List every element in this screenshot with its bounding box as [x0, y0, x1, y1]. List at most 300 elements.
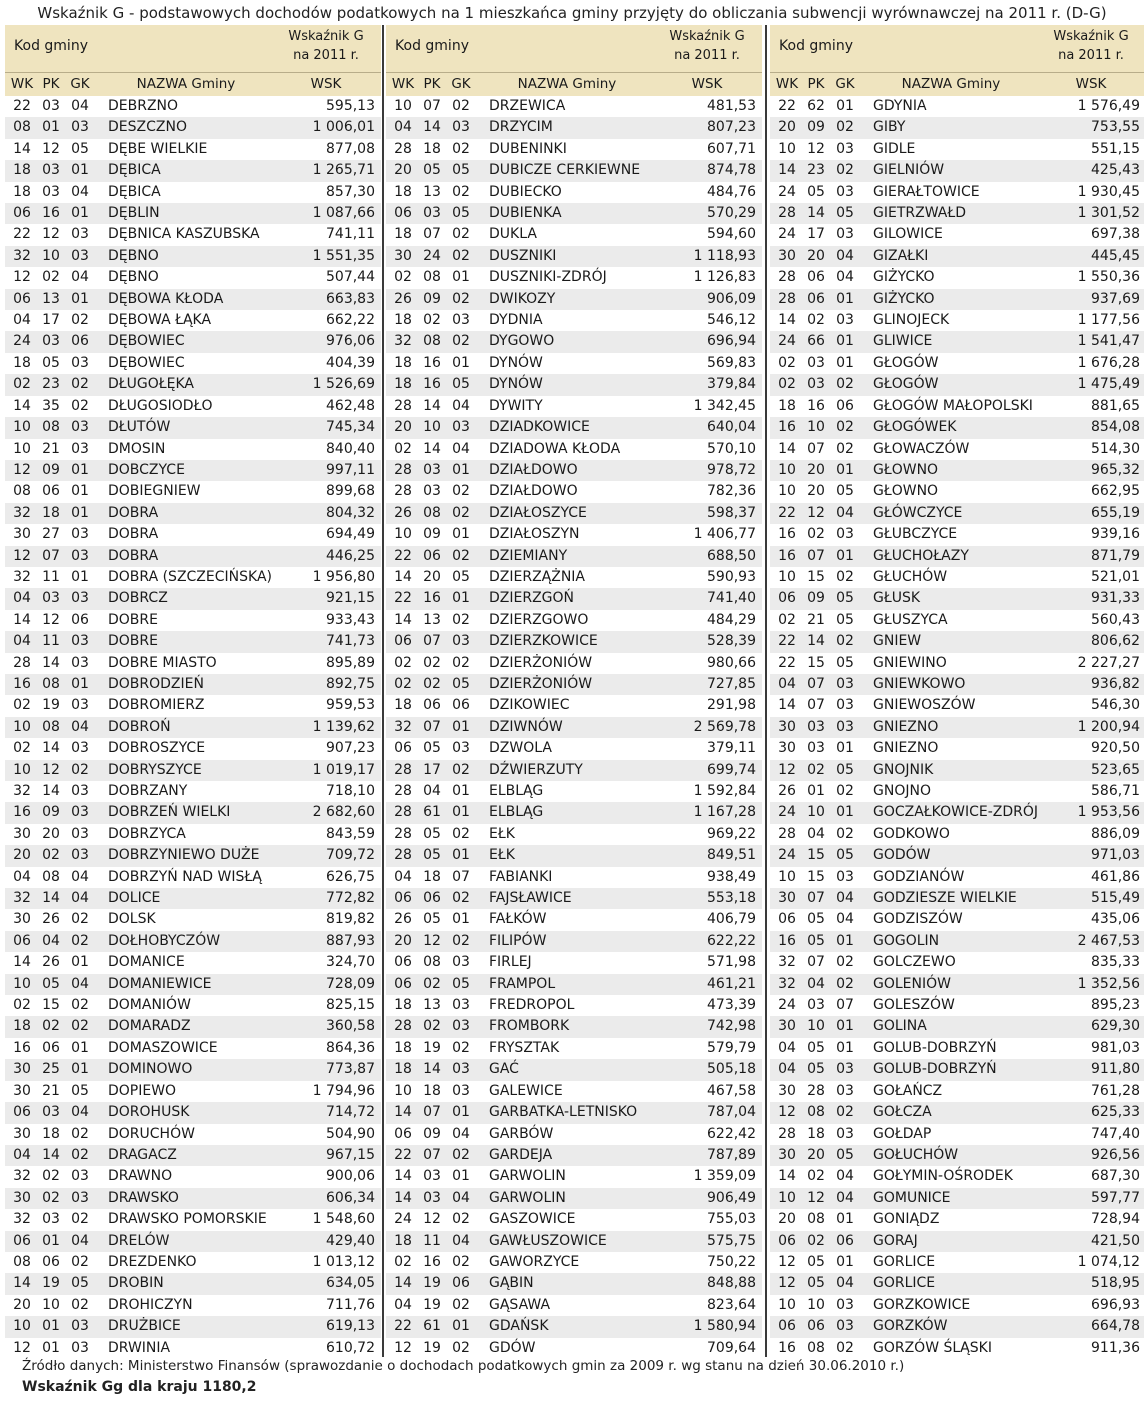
table-row: [770, 738, 1144, 759]
cell-wk: 06: [13, 1104, 31, 1121]
cell-wsk: 892,75: [326, 675, 375, 692]
table-row: [770, 96, 1144, 117]
table-row: [5, 631, 381, 652]
cell-wk: 18: [394, 697, 412, 714]
header-kod-gminy: Kod gminy: [14, 38, 88, 54]
table-row: [770, 974, 1144, 995]
table-row: [770, 1188, 1144, 1209]
table-row: [5, 524, 381, 545]
cell-gk: 04: [452, 1125, 470, 1142]
cell-wk: 14: [13, 1275, 31, 1292]
cell-wk: 24: [778, 847, 796, 864]
cell-pk: 05: [423, 911, 441, 928]
header-wsk: WSK: [691, 76, 723, 92]
table-row: [386, 717, 762, 738]
cell-wk: 16: [13, 675, 31, 692]
header-name: NAZWA Gminy: [901, 76, 1001, 92]
table-row: [5, 888, 381, 909]
table-row: [386, 524, 762, 545]
cell-pk: 12: [42, 226, 60, 243]
cell-wsk: 551,15: [1091, 140, 1140, 157]
cell-wsk: 761,28: [1091, 1082, 1140, 1099]
cell-gk: 05: [836, 611, 854, 628]
cell-name: DZIERZKOWICE: [489, 633, 598, 650]
cell-gk: 02: [452, 98, 470, 114]
cell-gk: 02: [452, 654, 470, 671]
cell-gk: 01: [836, 1253, 854, 1270]
cell-name: DOBRZYCA: [108, 825, 186, 842]
cell-gk: 07: [836, 997, 854, 1014]
cell-wsk: 741,11: [326, 226, 375, 243]
table-row: [770, 481, 1144, 502]
table-row: [386, 331, 762, 352]
cell-wk: 32: [13, 1211, 31, 1228]
cell-name: DREZDENKO: [108, 1253, 197, 1270]
table-row: [770, 139, 1144, 160]
cell-wk: 28: [394, 461, 412, 478]
cell-gk: 05: [836, 1146, 854, 1163]
cell-name: DĘBNO: [108, 269, 159, 286]
cell-gk: 01: [836, 354, 854, 371]
cell-pk: 12: [423, 932, 441, 949]
cell-name: FROMBORK: [489, 1018, 570, 1035]
cell-wsk: 1 167,28: [693, 804, 756, 821]
cell-pk: 14: [423, 397, 441, 414]
cell-pk: 18: [423, 868, 441, 885]
cell-name: GODÓW: [873, 847, 931, 864]
cell-pk: 27: [42, 526, 60, 543]
cell-name: GIELNIÓW: [873, 162, 945, 179]
cell-pk: 18: [423, 1082, 441, 1099]
header-gk: GK: [835, 76, 855, 92]
cell-gk: 02: [836, 783, 854, 799]
cell-wk: 02: [394, 440, 412, 457]
cell-wk: 26: [394, 911, 412, 928]
table-row: [770, 952, 1144, 973]
cell-pk: 10: [807, 1018, 825, 1035]
cell-gk: 05: [836, 654, 854, 671]
cell-pk: 07: [423, 1104, 441, 1121]
cell-gk: 03: [836, 718, 854, 735]
cell-name: DOBRZANY: [108, 783, 188, 799]
cell-pk: 07: [423, 98, 441, 114]
cell-name: GDAŃSK: [489, 1318, 549, 1335]
cell-wk: 20: [394, 932, 412, 949]
table-row: [770, 1102, 1144, 1123]
cell-gk: 01: [836, 290, 854, 307]
cell-pk: 15: [807, 654, 825, 671]
cell-wsk: 1 956,80: [312, 568, 375, 585]
cell-gk: 04: [71, 718, 89, 735]
cell-name: GNIEW: [873, 633, 922, 650]
cell-gk: 05: [836, 483, 854, 500]
cell-pk: 04: [42, 932, 60, 949]
cell-wk: 18: [394, 1039, 412, 1056]
table-row: [5, 653, 381, 674]
cell-wsk: 741,40: [707, 590, 756, 607]
cell-gk: 02: [836, 954, 854, 971]
cell-pk: 07: [807, 697, 825, 714]
table-row: [770, 1124, 1144, 1145]
cell-name: DĘBE WIELKIE: [108, 140, 208, 157]
cell-name: DOBRA: [108, 547, 159, 564]
cell-name: DMOSIN: [108, 440, 166, 457]
cell-name: DRAGACZ: [108, 1146, 177, 1163]
cell-wsk: 911,36: [1091, 1339, 1140, 1356]
cell-wk: 28: [394, 825, 412, 842]
cell-name: DZIEMIANY: [489, 547, 568, 564]
cell-name: GOLESZÓW: [873, 997, 955, 1014]
cell-wk: 28: [778, 269, 796, 286]
cell-gk: 01: [452, 590, 470, 607]
cell-gk: 02: [452, 825, 470, 842]
header-name: NAZWA Gminy: [136, 76, 236, 92]
table-row: [386, 1231, 762, 1252]
cell-name: GĄBIN: [489, 1275, 534, 1292]
cell-name: DOPIEWO: [108, 1082, 177, 1099]
cell-name: GIERAŁTOWICE: [873, 183, 980, 200]
cell-wk: 06: [394, 633, 412, 650]
cell-gk: 04: [836, 269, 854, 286]
cell-gk: 02: [452, 1146, 470, 1163]
cell-gk: 04: [836, 247, 854, 264]
cell-name: DOBRCZ: [108, 590, 168, 607]
cell-wsk: 640,04: [707, 419, 756, 436]
cell-wsk: 969,22: [707, 825, 756, 842]
cell-pk: 07: [423, 1146, 441, 1163]
cell-pk: 14: [807, 633, 825, 650]
cell-wsk: 877,08: [326, 140, 375, 157]
table-row: [386, 588, 762, 609]
table-row: [386, 888, 762, 909]
table-row: [770, 1081, 1144, 1102]
cell-wk: 14: [778, 697, 796, 714]
cell-wsk: 1 177,56: [1077, 312, 1140, 329]
cell-wk: 24: [13, 333, 31, 350]
cell-pk: 01: [807, 783, 825, 799]
cell-wsk: 1 576,49: [1077, 98, 1140, 114]
cell-wk: 22: [394, 547, 412, 564]
cell-wk: 20: [394, 419, 412, 436]
cell-wk: 28: [394, 397, 412, 414]
table-row: [386, 546, 762, 567]
cell-name: DUKLA: [489, 226, 537, 243]
cell-gk: 03: [452, 954, 470, 971]
cell-wsk: 687,30: [1091, 1168, 1140, 1185]
header-pk: PK: [807, 76, 825, 92]
cell-name: DOBRA (SZCZECIŃSKA): [108, 568, 272, 585]
table-row: [386, 1102, 762, 1123]
cell-wsk: 900,06: [326, 1168, 375, 1185]
table-row: [5, 588, 381, 609]
cell-name: DUBENINKI: [489, 140, 567, 157]
table-row: [5, 695, 381, 716]
cell-name: DŁUTÓW: [108, 419, 171, 436]
cell-wk: 18: [394, 226, 412, 243]
cell-wk: 22: [778, 654, 796, 671]
cell-gk: 01: [452, 847, 470, 864]
table-row: [5, 845, 381, 866]
cell-pk: 07: [423, 718, 441, 735]
cell-wk: 06: [13, 205, 31, 222]
table-row: [386, 824, 762, 845]
cell-wsk: 840,40: [326, 440, 375, 457]
cell-wk: 18: [394, 1232, 412, 1249]
cell-wk: 24: [778, 226, 796, 243]
cell-wk: 08: [13, 1253, 31, 1270]
cell-wk: 30: [13, 1082, 31, 1099]
cell-wk: 06: [13, 932, 31, 949]
cell-wk: 32: [13, 1168, 31, 1185]
table-row: [770, 1059, 1144, 1080]
cell-gk: 05: [452, 568, 470, 585]
cell-pk: 08: [42, 718, 60, 735]
cell-wsk: 570,29: [707, 205, 756, 222]
cell-name: DRZEWICA: [489, 98, 566, 114]
cell-gk: 04: [452, 1189, 470, 1206]
cell-pk: 02: [807, 1232, 825, 1249]
table-row: [386, 738, 762, 759]
cell-wk: 16: [778, 932, 796, 949]
table-row: [5, 439, 381, 460]
cell-pk: 03: [807, 997, 825, 1014]
table-body: [770, 96, 1144, 1359]
cell-wsk: 553,18: [707, 890, 756, 907]
cell-name: GORLICE: [873, 1275, 936, 1292]
cell-wsk: 697,38: [1091, 226, 1140, 243]
cell-wsk: 634,05: [326, 1275, 375, 1292]
table-row: [386, 567, 762, 588]
cell-pk: 12: [807, 140, 825, 157]
cell-name: DĘBOWA KŁODA: [108, 290, 224, 307]
cell-gk: 02: [452, 547, 470, 564]
cell-name: GOGOLIN: [873, 932, 940, 949]
cell-pk: 05: [807, 932, 825, 949]
cell-wsk: 926,56: [1091, 1146, 1140, 1163]
cell-wsk: 515,49: [1091, 890, 1140, 907]
table-header: [770, 25, 1144, 96]
cell-wk: 32: [778, 975, 796, 992]
cell-name: GLIWICE: [873, 333, 933, 350]
table-body: [5, 96, 381, 1359]
cell-gk: 01: [452, 354, 470, 371]
cell-wk: 28: [778, 290, 796, 307]
cell-wk: 20: [13, 1296, 31, 1313]
header-wskaznik-line2: na 2011 r.: [293, 48, 359, 63]
cell-gk: 03: [71, 119, 89, 136]
cell-name: GIŻYCKO: [873, 269, 935, 286]
cell-pk: 04: [423, 783, 441, 799]
cell-wk: 30: [778, 1018, 796, 1035]
cell-wk: 02: [13, 697, 31, 714]
cell-pk: 16: [423, 590, 441, 607]
cell-wk: 14: [394, 1104, 412, 1121]
cell-name: GDYNIA: [873, 98, 927, 114]
cell-gk: 02: [452, 932, 470, 949]
cell-wk: 32: [778, 954, 796, 971]
cell-name: GARWOLIN: [489, 1189, 566, 1206]
cell-wsk: 570,10: [707, 440, 756, 457]
table-row: [386, 481, 762, 502]
cell-name: DOROHUSK: [108, 1104, 190, 1121]
cell-wk: 06: [13, 1232, 31, 1249]
cell-wk: 12: [13, 1339, 31, 1356]
cell-name: FABIANKI: [489, 868, 553, 885]
cell-pk: 03: [807, 740, 825, 757]
cell-gk: 02: [71, 761, 89, 778]
cell-pk: 21: [807, 611, 825, 628]
cell-gk: 04: [836, 504, 854, 521]
cell-gk: 03: [71, 590, 89, 607]
cell-wk: 24: [778, 804, 796, 821]
cell-wsk: 546,12: [707, 312, 756, 329]
cell-gk: 02: [452, 333, 470, 350]
cell-wk: 14: [778, 312, 796, 329]
table-row: [5, 781, 381, 802]
table-row: [770, 845, 1144, 866]
cell-gk: 05: [836, 761, 854, 778]
cell-wsk: 1 930,45: [1077, 183, 1140, 200]
cell-wsk: 626,75: [326, 868, 375, 885]
cell-pk: 26: [42, 954, 60, 971]
cell-pk: 10: [807, 419, 825, 436]
table-row: [5, 738, 381, 759]
table-row: [770, 160, 1144, 181]
table-row: [5, 931, 381, 952]
cell-wsk: 933,43: [326, 611, 375, 628]
cell-pk: 28: [807, 1082, 825, 1099]
cell-name: DZIKOWIEC: [489, 697, 570, 714]
cell-wsk: 629,30: [1091, 1018, 1140, 1035]
cell-pk: 08: [807, 1339, 825, 1356]
cell-name: DRAWSKO POMORSKIE: [108, 1211, 267, 1228]
cell-wsk: 467,58: [707, 1082, 756, 1099]
cell-name: GOLENIÓW: [873, 975, 951, 992]
cell-name: GORZÓW ŚLĄSKI: [873, 1339, 992, 1356]
cell-gk: 02: [71, 1125, 89, 1142]
cell-name: DRWINIA: [108, 1339, 171, 1356]
cell-name: GNOJNO: [873, 783, 931, 799]
table-row: [5, 1059, 381, 1080]
cell-name: DUBIECKO: [489, 183, 562, 200]
cell-pk: 15: [807, 568, 825, 585]
cell-wk: 06: [778, 911, 796, 928]
column-headers: [386, 73, 762, 96]
cell-wsk: 1 526,69: [312, 376, 375, 393]
table-row: [5, 1316, 381, 1337]
cell-pk: 20: [423, 568, 441, 585]
cell-wk: 20: [394, 162, 412, 179]
cell-wsk: 1 406,77: [693, 526, 756, 543]
cell-pk: 03: [807, 376, 825, 393]
cell-pk: 16: [42, 205, 60, 222]
cell-wsk: 324,70: [326, 954, 375, 971]
table-row: [770, 931, 1144, 952]
cell-pk: 08: [807, 1211, 825, 1228]
cell-name: GNIEWKOWO: [873, 675, 966, 692]
cell-pk: 21: [42, 1082, 60, 1099]
table-header: [5, 25, 381, 96]
cell-name: DZIAŁDOWO: [489, 483, 578, 500]
cell-name: FAJSŁAWICE: [489, 890, 572, 907]
cell-pk: 12: [807, 504, 825, 521]
cell-name: DYDNIA: [489, 312, 543, 329]
cell-wsk: 663,83: [326, 290, 375, 307]
cell-gk: 03: [452, 1061, 470, 1078]
cell-wk: 28: [778, 1125, 796, 1142]
cell-pk: 06: [42, 483, 60, 500]
table-row: [5, 1252, 381, 1273]
cell-gk: 02: [452, 1339, 470, 1356]
cell-wsk: 1 580,94: [693, 1318, 756, 1335]
cell-wsk: 462,48: [326, 397, 375, 414]
cell-gk: 01: [836, 333, 854, 350]
cell-pk: 18: [423, 140, 441, 157]
cell-name: DŁUGOŁĘKA: [108, 376, 194, 393]
cell-wk: 02: [778, 611, 796, 628]
cell-gk: 03: [836, 140, 854, 157]
cell-wk: 16: [778, 526, 796, 543]
cell-wsk: 911,80: [1091, 1061, 1140, 1078]
cell-gk: 05: [71, 1082, 89, 1099]
table-row: [5, 1188, 381, 1209]
cell-name: DUBIENKA: [489, 205, 562, 222]
cell-name: DUSZNIKI: [489, 247, 557, 264]
table-row: [386, 760, 762, 781]
cell-name: GARBATKA-LETNISKO: [489, 1104, 638, 1121]
cell-wsk: 655,19: [1091, 504, 1140, 521]
cell-wsk: 507,44: [326, 269, 375, 286]
cell-gk: 01: [836, 740, 854, 757]
cell-pk: 18: [42, 1125, 60, 1142]
cell-wsk: 425,43: [1091, 162, 1140, 179]
cell-name: GŁUCHÓW: [873, 568, 948, 585]
cell-pk: 05: [807, 1039, 825, 1056]
table-row: [770, 546, 1144, 567]
cell-wsk: 742,98: [707, 1018, 756, 1035]
cell-gk: 05: [452, 975, 470, 992]
cell-pk: 10: [807, 1296, 825, 1313]
cell-pk: 04: [807, 825, 825, 842]
cell-wsk: 718,10: [326, 783, 375, 799]
cell-wsk: 931,33: [1091, 590, 1140, 607]
cell-wk: 28: [394, 140, 412, 157]
cell-gk: 01: [836, 804, 854, 821]
cell-wk: 18: [394, 183, 412, 200]
cell-wsk: 741,73: [326, 633, 375, 650]
cell-gk: 03: [836, 675, 854, 692]
cell-gk: 02: [836, 825, 854, 842]
cell-wsk: 421,50: [1091, 1232, 1140, 1249]
cell-gk: 03: [71, 697, 89, 714]
cell-wk: 04: [13, 1146, 31, 1163]
cell-wsk: 1 126,83: [693, 269, 756, 286]
cell-name: DOMANIÓW: [108, 997, 191, 1014]
cell-wsk: 887,93: [326, 932, 375, 949]
cell-name: GŁOWNO: [873, 461, 939, 478]
page-title: Wskaźnik G - podstawowych dochodów podatkowych na 1 mieszkańca gminy przyjęty do obliczania subwencji wyrównawczej na 2011 r. (D-G): [37, 4, 1107, 22]
cell-pk: 06: [423, 890, 441, 907]
table-row: [770, 760, 1144, 781]
cell-pk: 12: [42, 611, 60, 628]
table-row: [5, 182, 381, 203]
cell-name: DOŁHOBYCZÓW: [108, 932, 221, 949]
cell-wsk: 959,53: [326, 697, 375, 714]
cell-wsk: 936,82: [1091, 675, 1140, 692]
cell-wk: 22: [394, 1146, 412, 1163]
cell-gk: 04: [71, 890, 89, 907]
cell-pk: 07: [807, 954, 825, 971]
